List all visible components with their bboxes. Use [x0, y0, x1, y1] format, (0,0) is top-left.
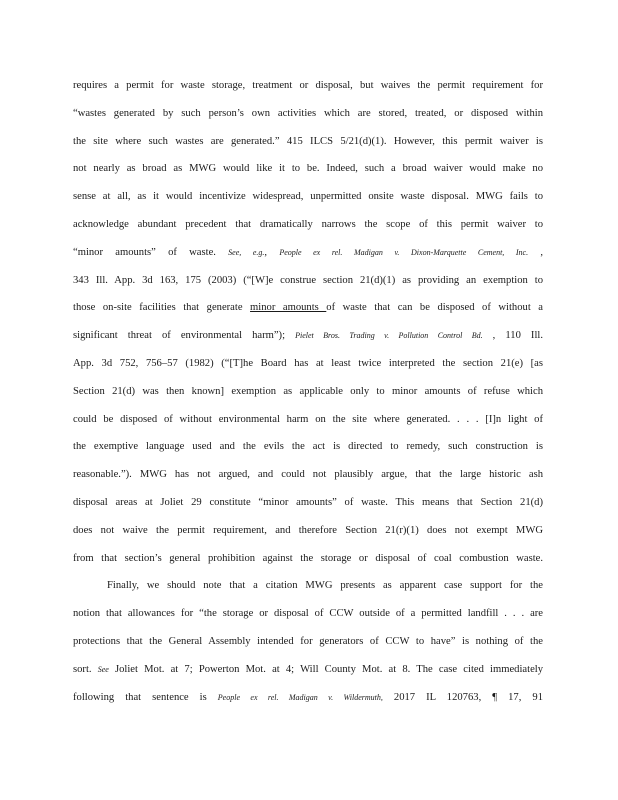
- text-line: “wastes generated by such person’s own activities which are stored, treated, or disposed within: [73, 107, 543, 119]
- emphasis-underline: minor amounts: [250, 302, 327, 314]
- text-line: acknowledge abundant precedent that dramatically narrows the scope of this permit waiver to: [73, 218, 543, 230]
- text-line: the site where such wastes are generated.” 415 ILCS 5/21(d)(1). However, this permit waiver is: [73, 135, 543, 147]
- text-line: disposal areas at Joliet 29 constitute “minor amounts” of waste. This means that Section 21(d): [73, 496, 543, 508]
- text-line: sort. See Joliet Mot. at 7; Powerton Mot. at 4; Will County Mot. at 8. The case cited immediately: [73, 663, 543, 675]
- text-line: reasonable.”). MWG has not argued, and could not plausibly argue, that the large historic ash: [73, 469, 543, 481]
- signal-see: See: [97, 664, 109, 674]
- text-line: not nearly as broad as MWG would like it to be. Indeed, such a broad waiver would make no: [73, 163, 543, 175]
- text-line: requires a permit for waste storage, treatment or disposal, but waives the permit requirement for: [73, 80, 543, 91]
- text-line: following that sentence is People ex rel. Madigan v. Wildermuth, 2017 IL 120763, ¶ 17, 91: [73, 691, 543, 703]
- case-name: Pielet Bros. Trading v. Pollution Control Bd.: [295, 331, 483, 341]
- text-line: sense at all, as it would incentivize widespread, unpermitted onsite waste disposal. MWG fails to: [73, 191, 543, 203]
- case-name: People ex rel. Madigan v. Dixon-Marquette Cement, Inc.: [279, 247, 529, 257]
- text-line: could be disposed of without environmental harm on the site where generated. . . . [I]n light of: [73, 413, 543, 425]
- signal-see-eg: See, e.g.: [228, 247, 265, 257]
- text-line: 343 Ill. App. 3d 163, 175 (2003) (“[W]e construe section 21(d)(1) as providing an exemption to: [73, 274, 543, 286]
- text-line: significant threat of environmental harm”); Pielet Bros. Trading v. Pollution Control Bd. , 110 Ill.: [73, 330, 543, 342]
- text-line: the exemptive language used and the evils the act is directed to remedy, such construction is: [73, 441, 543, 453]
- text-line: does not waive the permit requirement, and therefore Section 21(r)(1) does not exempt MWG: [73, 524, 543, 536]
- text-line: from that section’s general prohibition against the storage or disposal of coal combustion waste.: [73, 552, 543, 564]
- text-line: Section 21(d) was then known] exemption as applicable only to minor amounts of refuse which: [73, 385, 543, 397]
- text-line: those on-site facilities that generate minor amounts of waste that can be disposed of without a: [73, 302, 543, 314]
- text-line: “minor amounts” of waste. See, e.g., People ex rel. Madigan v. Dixon-Marquette Cement, Inc. ,: [73, 246, 543, 258]
- text-line: protections that the General Assembly intended for generators of CCW to have” is nothing of the: [73, 635, 543, 647]
- body-text: [73, 72, 543, 711]
- case-name: People ex rel. Madigan v. Wildermuth,: [217, 692, 383, 702]
- text-line: notion that allowances for “the storage or disposal of CCW outside of a permitted landfill . . . are: [73, 608, 543, 620]
- text-line: App. 3d 752, 756–57 (1982) (“[T]he Board has at least twice interpreted the section 21(e) [as: [73, 357, 543, 369]
- paragraph-first-line: Finally, we should note that a citation MWG presents as apparent case support for the: [107, 580, 543, 592]
